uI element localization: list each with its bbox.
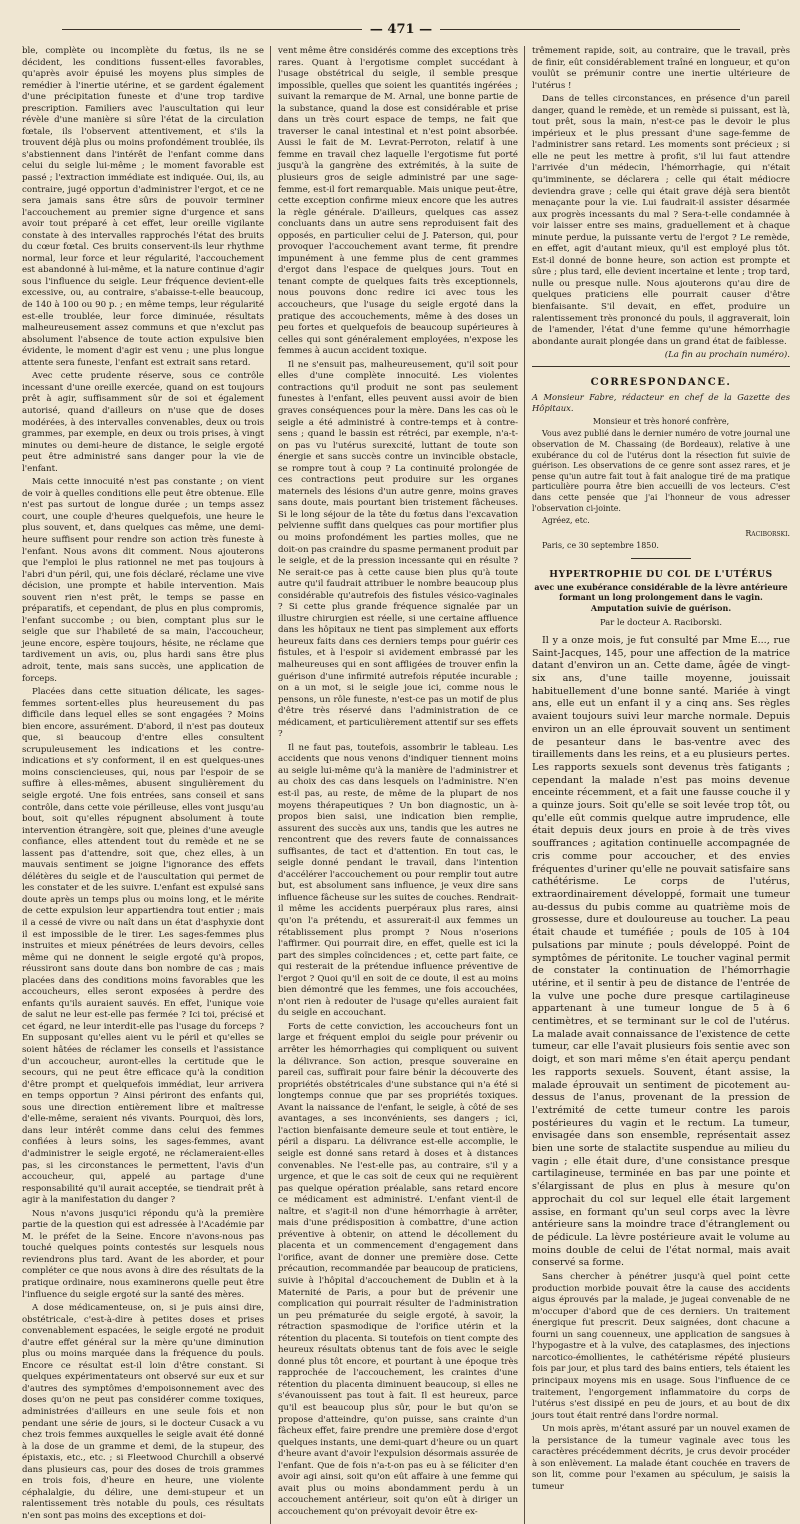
- header-rule-right: [415, 29, 740, 30]
- paragraph: Un mois après, m'étant assuré par un nouvel examen de la persistance de la tumeur vaginale avec tous les caractères précédemment décrits, je crus devoir procéder à son enlèvement. La malade étant couchée en travers de son lit, comme pour l'examen au spéculum, je saisis la tumeur: [532, 1424, 790, 1492]
- text-columns: [22, 46, 790, 1521]
- paragraph: Dans de telles circonstances, en présence d'un pareil danger, quand le remède, et un remède si puissant, est là, tout prêt, sous la main, n'est-ce pas le devoir le plus impérieux et le plus pressant d'une sage-femme de l'administrer sans retard. Les moments sont précieux ; si elle ne peut les mettre à profit, s'il lui faut attendre l'arrivée d'un médecin, l'hémorrhagie, qui n'était qu'imminente, se déclarera ; celle qui était médiocre deviendra grave ; celle qui était grave déjà sera bientôt menaçante pour la vie. Lui faudrait-il assister désarmée aux progrès incessants du mal ? Sera-t-elle condamnée à voir laisser entre ses mains, graduellement et à chaque minute perdue, la puissante vertu de l'ergot ? Le remède, en effet, agit d'autant mieux, qu'il est employé plus tôt. Est-il donné de bonne heure, son action est prompte et sûre ; plus tard, elle devient incertaine et lente ; trop tard, nulle ou presque nulle. Nous ajouterons qu'au dire de quelques praticiens elle pourrait causer d'être bienfaisante. S'il devait, en effet, produire un ralentissement très prononcé du pouls, il aggraverait, loin de l'amender, l'état d'une femme qu'une hémorrhagie abondante aurait plongée dans un grand état de faiblesse.: [532, 94, 790, 347]
- letter-salutation: Monsieur et très honoré confrère,: [592, 416, 730, 426]
- article-author: Par le docteur A. Raciborski.: [599, 617, 723, 628]
- paragraph: Il y a onze mois, je fut consulté par Mme E..., rue Saint-Jacques, 145, pour une affection de la matrice datant d'environ un an. Cette dame, âgée de vingt-six ans, d'une taille moyenne, jouissait habituellement d'une bonne santé. Mariée à vingt ans, elle eut un enfant il y a cinq ans. Ses règles avaient toujours suivi leur marche normale. Depuis environ un an elle éprouvait souvent un sentiment de pesanteur dans le bas-ventre avec des tiraillements dans les reins, et a eu plusieurs pertes. Les rapports sexuels sont devenus très fatigants ; cependant la malade n'est pas moins devenue enceinte récemment, et a fait une fausse couche il y a quinze jours. Soit qu'elle se soit levée trop tôt, ou qu'elle eût commis quelque autre imprudence, elle était depuis deux jours en proie à de très vives souffrances ; agitation continuelle accompagnée de cris comme pour accoucher, et des envies fréquentes d'uriner qu'elle ne pouvait satisfaire sans cathétérisme. Le corps de l'utérus, extraordinairement développé, formait une tumeur au-dessus du pubis comme au quatrième mois de grossesse, dure et douloureuse au toucher. La peau était chaude et tuméfiée ; pouls de 105 à 104 pulsations par minute ; pouls développé. Point de symptômes de péritonite. Le toucher vaginal permit de constater la continuation de l'hémorrhagie utérine, et il sentir à peu de distance de l'entrée de la vulve une poche dure presque cartilagineuse appartenant à une tumeur longue de 5 à 6 centimètres, et se terminant sur le col de l'utérus. La malade avait connaissance de l'existence de cette tumeur, car elle l'avait plusieurs fois sentie avec son doigt, et son mari même s'en était aperçu pendant les rapports sexuels. Souvent, étant assise, la malade éprouvait un sentiment de picotement au-dessus de l'anus, provenant de la pression de l'extrémité de cette tumeur contre les parois postérieures du vagin et le rectum. La tumeur, envisagée dans son ensemble, représentait assez bien une sorte de stalactite suspendue au milieu du vagin ; elle était dure, d'une consistance presque cartilagineuse, terminée en bas par une pointe et s'élargissant de plus en plus à mesure qu'on approchait du col sur lequel elle était largement assise, en formant qu'un seul corps avec la lèvre antérieure sans la moindre trace d'étranglement ou de pédicule. La lèvre postérieure avait le volume au moins double de celui de l'état normal, mais avait conservé sa forme.: [532, 634, 790, 1269]
- paragraph: trêmement rapide, soit, au contraire, que le travail, près de finir, eût considérablement traîné en longueur, et qu'on voulût se prémunir contre une inertie ultérieure de l'utérus !: [532, 46, 790, 91]
- paragraph: Mais cette innocuité n'est pas constante ; on vient de voir à quelles conditions elle peut être obtenue. Elle n'est pas surtout de longue durée ; un temps assez court, une couple d'heures quelquefois, une heure le plus souvent, et, dans quelques cas même, une demi-heure suffisent pour rendre son action très funeste à l'enfant. Nous avons dit comment. Nous ajouterons que l'emploi le plus rationnel ne met pas toujours à l'abri d'un péril, qui, une fois déclaré, réclame une vive décision, une prompte et habile intervention. Mais souvent rien n'est prêt, le temps se passe en préparatifs, et cependant, de plus en plus compromis, l'enfant succombe ; ou bien, comptant plus sur le seigle que sur l'habileté de sa main, l'accoucheur, jeune encore, espère toujours, hésite, ne réclame que tardivement un avis, ou, plus hardi sans être plus adroit, tente, mais sans succès, une application de forceps.: [22, 477, 264, 684]
- column-1: [22, 46, 264, 1524]
- page-number: — 471 —: [362, 22, 440, 37]
- article-title: HYPERTROPHIE DU COL DE L'UTÉRUS: [549, 568, 773, 580]
- column-3: [530, 46, 790, 1524]
- article-subtitle: avec une exubérance considérable de la lèvre antérieure formant un long prolongement dans le vagin. Amputation suivie de guérison.: [534, 581, 788, 613]
- header-rule-left: [62, 29, 387, 30]
- paragraph: Nous n'avons jusqu'ici répondu qu'à la première partie de la question qui est adressée à l'Académie par M. le préfet de la Seine. Encore n'avons-nous pas touché quelques points contestés sur lesquels nous reviendrons plus tard. Avant de les aborder, et pour compléter ce que nous avons à dire des résultats de la pratique ordinaire, nous examinerons quelle peut être l'influence du seigle ergoté sur la santé des mères.: [22, 1208, 264, 1300]
- column-2: [276, 46, 518, 1524]
- to-be-continued-note: (La fin au prochain numéro).: [664, 350, 790, 361]
- correspondence-heading: CORRESPONDANCE.: [590, 376, 732, 388]
- divider: [631, 558, 691, 559]
- paragraph: Sans chercher à pénétrer jusqu'à quel point cette production morbide pouvait être la cause des accidents aigus éprouvés par la malade, je jugeai convenable de ne m'occuper d'abord que de ces derniers. Un traitement énergique fut prescrit. Deux saignées, dont chacune a fourni un sang couenneux, une application de sangsues à l'hypogastre et à la vulve, des cataplasmes, des injections narcotico-émollientes, le cathétérisme répété plusieurs fois par jour, et plus tard des bains entiers, tels étaient les principaux moyens mis en usage. Sous l'influence de ce traitement, l'engorgement inflammatoire du corps de l'utérus s'est dissipé en peu de jours, et au bout de dix jours tout était rentré dans l'ordre normal.: [532, 1272, 790, 1421]
- letter-body: Vous avez publié dans le dernier numéro de votre journal une observation de M. Chassaing (de Bordeaux), relative à une exubérance du col de l'utérus dont la résection fut suivie de guérison. Les observations de ce genre sont assez rares, et je pense qu'un autre fait tout à fait analogue tiré de ma pratique particulière pourra être bien accueilli de vos lecteurs. C'est dans cette pensée que j'ai l'honneur de vous adresser l'observation ci-jointe.: [532, 429, 790, 513]
- paragraph: A dose médicamenteuse, on, si je puis ainsi dire, obstétricale, c'est-à-dire à petites doses et prises convenablement espacées, le seigle ergoté ne produit d'autre effet général sur la mère qu'une diminution plus ou moins marquée dans la fréquence du pouls. Encore ce résultat est-il loin d'être constant. Si quelques expérimentateurs ont observé sur eux et sur d'autres des symptômes d'empoisonnement avec des doses qu'on ne peut pas considérer comme toxiques, administrées d'ailleurs en une seule fois et non pendant une série de jours, si le docteur Cusack a vu chez trois femmes auxquelles le seigle avait été donné à la dose de un gramme et demi, de la stupeur, des épistaxis, etc., etc. ; si Fleetwood Churchill a observé dans plusieurs cas, pour des doses de trois grammes en trois fois, d'heure en heure, une violente céphalalgie, du délire, une demi-stupeur et un ralentissement très notable du pouls, ces résultats n'en sont pas moins des exceptions et doi-: [22, 1303, 264, 1521]
- letter-address: A Monsieur Fabre, rédacteur en chef de la Gazette des Hôpitaux.: [532, 391, 790, 413]
- paragraph: Il ne faut pas, toutefois, assombrir le tableau. Les accidents que nous venons d'indiquer tiennent moins au seigle lui-même qu'à la manière de l'administrer et au choix des cas dans lesquels on l'administre. N'en est-il pas, au reste, de même de la plupart de nos moyens thérapeutiques ? Un bon diagnostic, un à-propos bien saisi, une indication bien remplie, assurent des succès aux uns, tandis que les autres ne rencontrent que des revers faute de connaissances suffisantes, de tact et d'attention. En tout cas, le seigle donné pendant le travail, dans l'intention d'accélérer l'accouchement ou pour remplir tout autre but, est absolument sans influence, je veux dire sans influence fâcheuse sur les suites de couches. Rendrait-il même les accidents puerpéraux plus rares, ainsi qu'on l'a prétendu, et assurerait-il aux femmes un rétablissement plus prompt ? Nous n'oserions l'affirmer. Qui pourrait dire, en effet, quelle est ici la part des simples coïncidences ; et, cette part faite, ce qui resterait de la prétendue influence préventive de l'ergot ? Quoi qu'il en soit de ce doute, il est au moins bien démontré que les femmes, une fois accouchées, n'ont rien à redouter de l'usage qu'elles auraient fait du seigle en accouchant.: [278, 742, 518, 1019]
- paragraph: ble, complète ou incomplète du fœtus, ils ne se décident, les conditions fussent-elles favorables, qu'après avoir épuisé les moyens plus simples de remédier à l'inertie utérine, et se gardent également d'une précipitation funeste et d'une trop tardive prescription. Familiers avec l'auscultation qui leur révèle d'une manière si sûre l'état de la circulation fœtale, ils l'observent attentivement, et s'ils la trouvent déjà plus ou moins profondément troublée, ils s'abstiennent dans l'intérêt de l'enfant comme dans celui du seigle lui-même ; le moment favorable est passé ; l'extraction immédiate est indiquée. Oui, ils, au contraire, jugé opportun d'administrer l'ergot, et ce ne sera jamais sans être sûrs de pouvoir terminer l'accouchement au premier signe d'urgence et sans avoir tout préparé à cet effet, leur oreille vigilante constate à des intervalles rapprochés l'état des bruits du cœur fœtal. Ces bruits conservent-ils leur rhythme normal, leur force et leur régularité, l'accouchement est abandonné à lui-même, et la nature continue d'agir sous l'influence du seigle. Leur fréquence devient-elle excessive, ou, au contraire, s'abaisse-t-elle beaucoup, de 140 à 100 ou 90 p. ; en même temps, leur régularité est-elle troublée, leur force diminuée, résultats malheureusement assez communs et que n'exclut pas absolument l'absence de toute action expulsive bien évidente, le moment d'agir est venu ; une plus longue attente sera funeste, l'enfant est extrait sans retard.: [22, 46, 264, 368]
- letter-closing: Agréez, etc.: [542, 516, 590, 526]
- paragraph: Avec cette prudente réserve, sous ce contrôle incessant d'une oreille exercée, quand on est toujours prêt à agir, suffisamment sûr de soi et également autorisé, quand d'ailleurs on n'use que de doses modérées, à des intervalles convenables, deux ou trois grammes, par exemple, en deux ou trois prises, à vingt minutes ou demi-heure de distance, le seigle ergoté peut être administré sans danger pour la vie de l'enfant.: [22, 371, 264, 474]
- page-header: [22, 18, 780, 40]
- letter-signature: Raciborski.: [745, 528, 790, 538]
- paragraph: Il ne s'ensuit pas, malheureusement, qu'il soit pour elles d'une complète innocuité. Les violentes contractions qu'il produit ne sont pas seulement funestes à l'enfant, elles peuvent aussi avoir de bien graves conséquences pour la mère. Dans les cas où le seigle a été administré à contre-temps et à contre-sens ; quand le bassin est rétréci, par exemple, n'a-t-on pas vu l'utérus surexcité, luttant de toute son énergie et sans succès contre un invincible obstacle, se rompre tout à coup ? La continuité prolongée de ces contractions peut produire sur les organes maternels des lésions d'un autre genre, moins graves sans doute, mais pourtant bien tristement fâcheuses. Si le long séjour de la tête du fœtus dans l'excavation pelvienne suffit dans quelques cas pour mortifier plus ou moins profondément les parties molles, que ne doit-on pas craindre du spasme permanent produit par le seigle, et de la pression incessante qui en résulte ? Ne serait-ce pas à cette cause bien plus qu'à toute autre qu'il faudrait attribuer le nombre beaucoup plus considérable qu'autrefois des fistules vésico-vaginales ? Si cette plus grande fréquence signalée par un illustre chirurgien est réelle, si une certaine affluence dans les hôpitaux ne tient pas simplement aux efforts heureux faits dans ces derniers temps pour guérir ces fistules, et à l'espoir si avidement embrassé par les malheureuses qui en sont affligées de trouver enfin la guérison d'une infirmité autrefois réputée incurable ; on a un mot, si le seigle joue ici, comme nous le pensons, un rôle funeste, n'est-ce pas un motif de plus d'être très réservé dans l'administration de ce médicament, et particulièrement attentif sur ses effets ?: [278, 359, 518, 740]
- letter-date: Paris, ce 30 septembre 1850.: [542, 541, 659, 551]
- paragraph: Placées dans cette situation délicate, les sages-femmes sortent-elles plus heureusement du pas difficile dans lequel elles se sont engagées ? Moins bien encore, assurément. D'abord, il n'est pas douteux que, si beaucoup d'entre elles consultent scrupuleusement les indications et les contre-indications et s'y conforment, il en est quelques-unes moins consciencieuses, qui, nous par l'espoir de se suffire à elles-mêmes, abusent singulièrement du seigle ergoté. Une fois entrées, sans conseil et sans contrôle, dans cette voie périlleuse, elles vont jusqu'au bout, soit qu'elles répugnent absolument à toute intervention étrangère, soit que, pleines d'une aveugle confiance, elles attendent tout du remède et ne se lassent pas d'attendre, soit que, chez elles, à un mauvais sentiment se joigne l'ignorance des effets délétères du seigle et de l'auscultation qui permet de les constater et de les suivre. L'enfant est expulsé sans doute après un temps plus ou moins long, et le mérite de cette expulsion leur appartiendra tout entier ; mais il a cessé de vivre ou naît dans un état d'asphyxie dont il est impossible de le tirer. Les sages-femmes plus instruites et mieux pénétrées de leurs devoirs, celles même qui ne donnent le seigle ergoté qu'à propos, réussiront sans doute dans bon nombre de cas ; mais placées dans des conditions moins favorables que les accoucheurs, elles seront exposées à perdre des enfants qu'ils auraient sauvés. En effet, l'unique voie de salut ne leur est-elle pas fermée ? Ici toi, précisé et cet égard, ne leur interdit-elle pas l'usage du forceps ? En supposant qu'elles aient vu le péril et qu'elles se soient hâtées de réclamer les conseils et l'assistance d'un accoucheur, auront-elles la certitude que le secours, qui ne peut être efficace qu'à la condition d'être prompt et quelquefois immédiat, leur arrivera en temps opportun ? Ainsi périront des enfants qui, sous une direction entièrement libre et maîtresse d'elle-même, seraient nés vivants. Pourquoi, dès lors, dans leur intérêt comme dans celui des femmes confiées à leurs soins, les sages-femmes, avant d'administrer le seigle ergoté, ne réclameraient-elles pas, si les circonstances le permettent, l'avis d'un accoucheur, qui, appelé au partage d'une responsabilité qu'il aurait acceptée, se tiendrait prêt à agir à la manifestation du danger ?: [22, 687, 264, 1206]
- paragraph: Forts de cette conviction, les accoucheurs font un large et fréquent emploi du seigle pour prévenir ou arrêter les hémorrhagies qui compliquent ou suivent la délivrance. Son action, presque souveraine en pareil cas, suffirait pour faire bénir la découverte des propriétés obstétricales d'une substance qui n'a été si longtemps connue que par ses propriétés toxiques. Avant la naissance de l'enfant, le seigle, à côté de ses avantages, a ses inconvénients, ses dangers ; ici, l'action bienfaisante demeure seule et tout entière, le péril a disparu. La délivrance est-elle accomplie, le seigle est donné sans retard à doses et à distances convenables. Ne l'est-elle pas, au contraire, s'il y a urgence, et que le cas soit de ceux qui ne requièrent pas quelque opération préalable, sans retard encore ce médicament est administré. L'enfant vient-il de naître, et s'agit-il non d'une hémorrhagie à arrêter, mais d'une prédisposition à combattre, d'une action préventive à obtenir, on attend le décollement du placenta et un commencement d'engagement dans l'orifice, avant de donner une première dose. Cette précaution, recommandée par beaucoup de praticiens, suivie à l'hôpital d'accouchement de Dublin et à la Maternité de Paris, a pour but de prévenir une complication qui pourrait résulter de l'administration un peu prématurée du seigle ergoté, à savoir, la rétraction spasmodique de l'orifice utérin et la rétention du placenta. Si toutefois on tient compte des heureux résultats obtenus tant de fois avec le seigle donné plus tôt encore, et pourtant à une époque très rapprochée de l'accouchement, les craintes d'une rétention du placenta diminuent beaucoup, si elles ne s'évanouissent pas tout à fait. Il est heureux, parce qu'il est beaucoup plus sûr, pour le but qu'on se propose d'atteindre, qu'on puisse, sans crainte d'un fâcheux effet, faire prendre une première dose d'ergot quelques instants, une demi-quart d'heure ou un quart d'heure avant d'avoir l'expulsion désormais assurée de l'enfant. Que de fois n'a-t-on pas eu à se féliciter d'en avoir agi ainsi, soit qu'on eût affaire à une femme qui avait plus ou moins abondamment perdu à un accouchement antérieur, soit qu'on eût à diriger un accouchement qu'on prévoyait devoir être ex-: [278, 1021, 518, 1517]
- section-rule: [532, 366, 790, 367]
- paragraph: vent même être considérés comme des exceptions très rares. Quant à l'ergotisme complet succédant à l'usage obstétrical du seigle, il semble presque impossible, quelles que soient les quantités ingérées ; suivant la remarque de M. Arnal, une bonne partie de la substance, quand la dose est considérable et prise dans un très court espace de temps, ne fait que traverser le canal intestinal et n'est point absorbée. Aussi le fait de M. Levrat-Perroton, relatif à une femme en travail chez laquelle l'ergotisme fut porté jusqu'à la gangrène des extrémités, à la suite de plusieurs gros de seigle administré par une sage-femme, est-il fort remarquable. Mais unique peut-être, cette exception confirme mieux encore que les autres la règle générale. D'ailleurs, quelques cas assez concluants dans un autre sens reproduisent fait des opposés, en particulier celui de J. Paterson, qui, pour provoquer l'accouchement avant terme, fit prendre impunément à une femme plus de cent grammes d'ergot dans l'espace de quelques jours. Tout en tenant compte de quelques faits très exceptionnels, nous pouvons donc redire ici avec tous les accoucheurs, que l'usage du seigle ergoté dans la pratique des accouchements, même à des doses un peu fortes et quelquefois de beaucoup supérieures à celles qui sont généralement employées, n'expose les femmes à aucun accident toxique.: [278, 46, 518, 357]
